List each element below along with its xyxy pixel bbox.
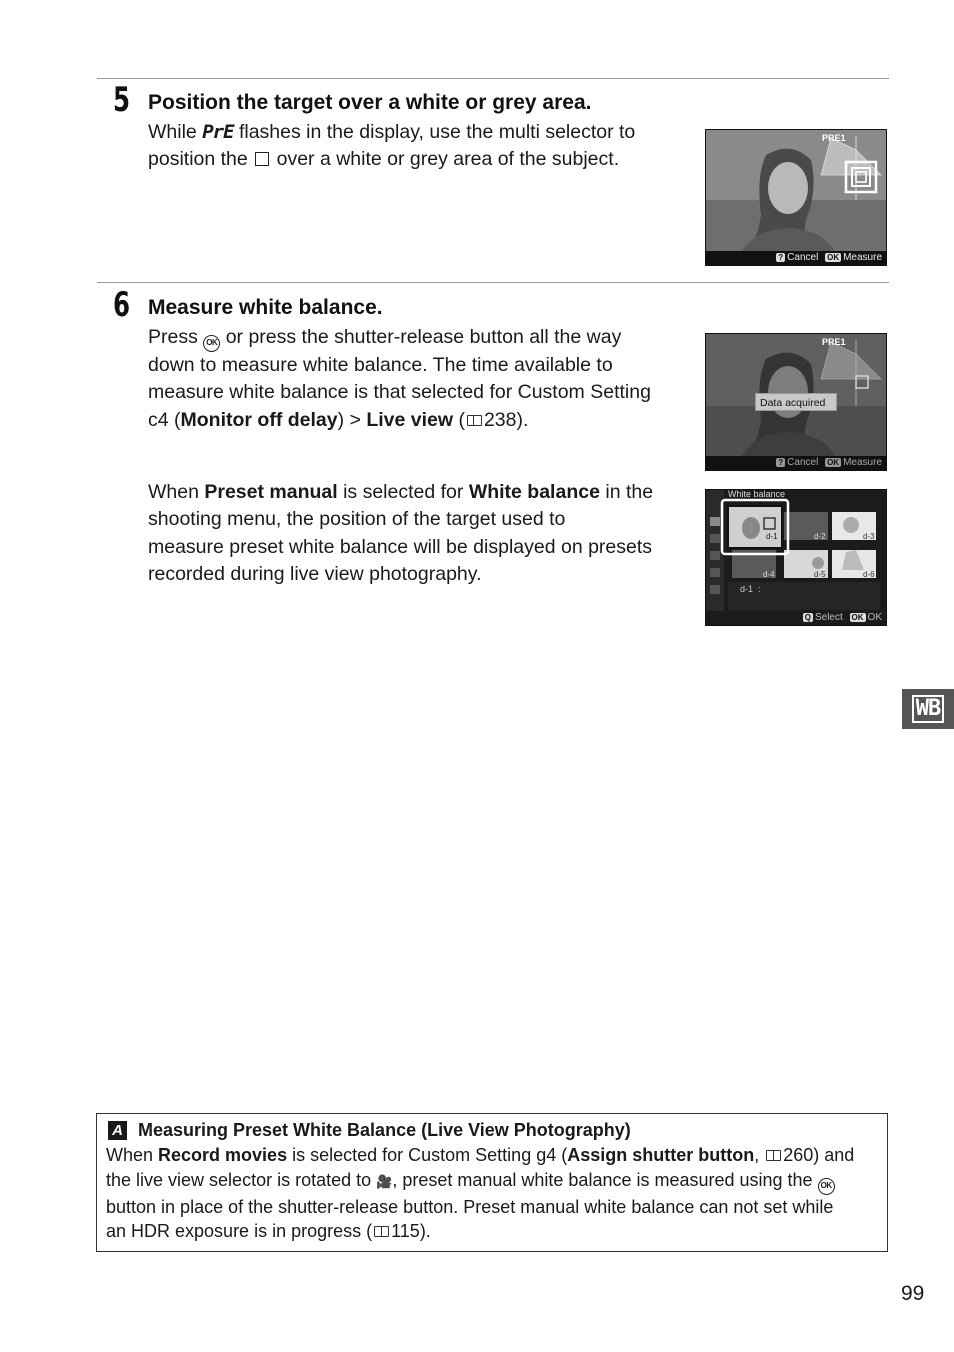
cancel-button-icon: ? bbox=[778, 458, 784, 467]
step-5-text: While PrE flashes in the display, use the multi selector to position the over a white or grey area of the subject. bbox=[148, 121, 636, 171]
ok-button-icon: OK bbox=[203, 335, 220, 352]
step-5-number: 5 bbox=[113, 80, 131, 120]
page-number: 99 bbox=[901, 1282, 925, 1305]
preset-info: d-1 : bbox=[740, 584, 761, 594]
screen-white-balance-presets bbox=[705, 489, 887, 626]
screen-position-target bbox=[705, 129, 887, 266]
white-balance-tab bbox=[902, 689, 954, 729]
step-6-title: Measure white balance. bbox=[148, 296, 383, 319]
page-reference-icon bbox=[766, 1150, 781, 1161]
preset-d3-label: d-3 bbox=[863, 532, 875, 541]
preset-d1-label: d-1 bbox=[766, 532, 778, 541]
screen-title: White balance bbox=[728, 489, 786, 499]
step-6-number: 6 bbox=[113, 285, 131, 325]
preset-d6-label: d-6 bbox=[863, 570, 875, 579]
cancel-button-icon: ? bbox=[778, 253, 784, 262]
ok-button-icon: OK bbox=[827, 253, 840, 262]
note-pencil-icon: A bbox=[108, 1121, 127, 1140]
ok-button-icon: OK bbox=[827, 458, 840, 467]
zoom-button-icon: Q bbox=[804, 613, 811, 622]
preset-d5-label: d-5 bbox=[814, 570, 826, 579]
divider-top bbox=[97, 78, 889, 79]
note-text: When Record movies is selected for Custom Setting g4 (Assign shutter button, 260) and the live view selector is rotated to 🎥, preset manual white balance is measured using the OK button in place of the shutter-release button. Preset manual white balance can not set while an HDR exposure is in progress ( 115). bbox=[106, 1145, 855, 1242]
ok-button-icon: OK bbox=[851, 613, 864, 622]
preset-thumbnails-icon bbox=[706, 490, 886, 625]
white-balance-tab-label: WB bbox=[912, 695, 945, 723]
ok-button-icon: OK bbox=[818, 1178, 835, 1195]
preset-d2-label: d-2 bbox=[814, 532, 826, 541]
pre-label: PRE1 bbox=[822, 337, 846, 347]
note-box bbox=[96, 1113, 888, 1252]
screen-data-acquired bbox=[705, 333, 887, 471]
screen-footer: ? Cancel OK Measure bbox=[706, 456, 886, 470]
step-5-title: Position the target over a white or grey area. bbox=[148, 91, 592, 114]
note-title: Measuring Preset White Balance (Live View Photography) bbox=[138, 1120, 631, 1140]
step-6-text: Press OK or press the shutter-release button all the way down to measure white balance. The time available to measure white balance is that selected for Custom Setting c4 (Monitor off delay) > Live view ( 238). bbox=[148, 326, 651, 431]
portrait-scene-icon bbox=[706, 130, 886, 265]
screen-footer: ? Cancel OK Measure bbox=[706, 251, 886, 265]
page-reference-icon bbox=[467, 415, 482, 426]
pre-label: PRE1 bbox=[822, 133, 846, 143]
pre-glyph: PrE bbox=[202, 121, 234, 143]
movie-camera-icon: 🎥 bbox=[376, 1173, 393, 1189]
target-square-icon bbox=[255, 152, 269, 166]
step-6-preset-text: When Preset manual is selected for White balance in the shooting menu, the position of the target used to measure preset white balance will be displayed on presets recorded during live view photography. bbox=[148, 481, 654, 585]
page-reference-icon bbox=[374, 1226, 389, 1237]
data-acquired-message: Data acquired bbox=[755, 393, 837, 411]
screen-footer: Q Select OK OK bbox=[706, 611, 886, 625]
preset-d4-label: d-4 bbox=[763, 570, 775, 579]
divider-middle bbox=[97, 282, 889, 283]
